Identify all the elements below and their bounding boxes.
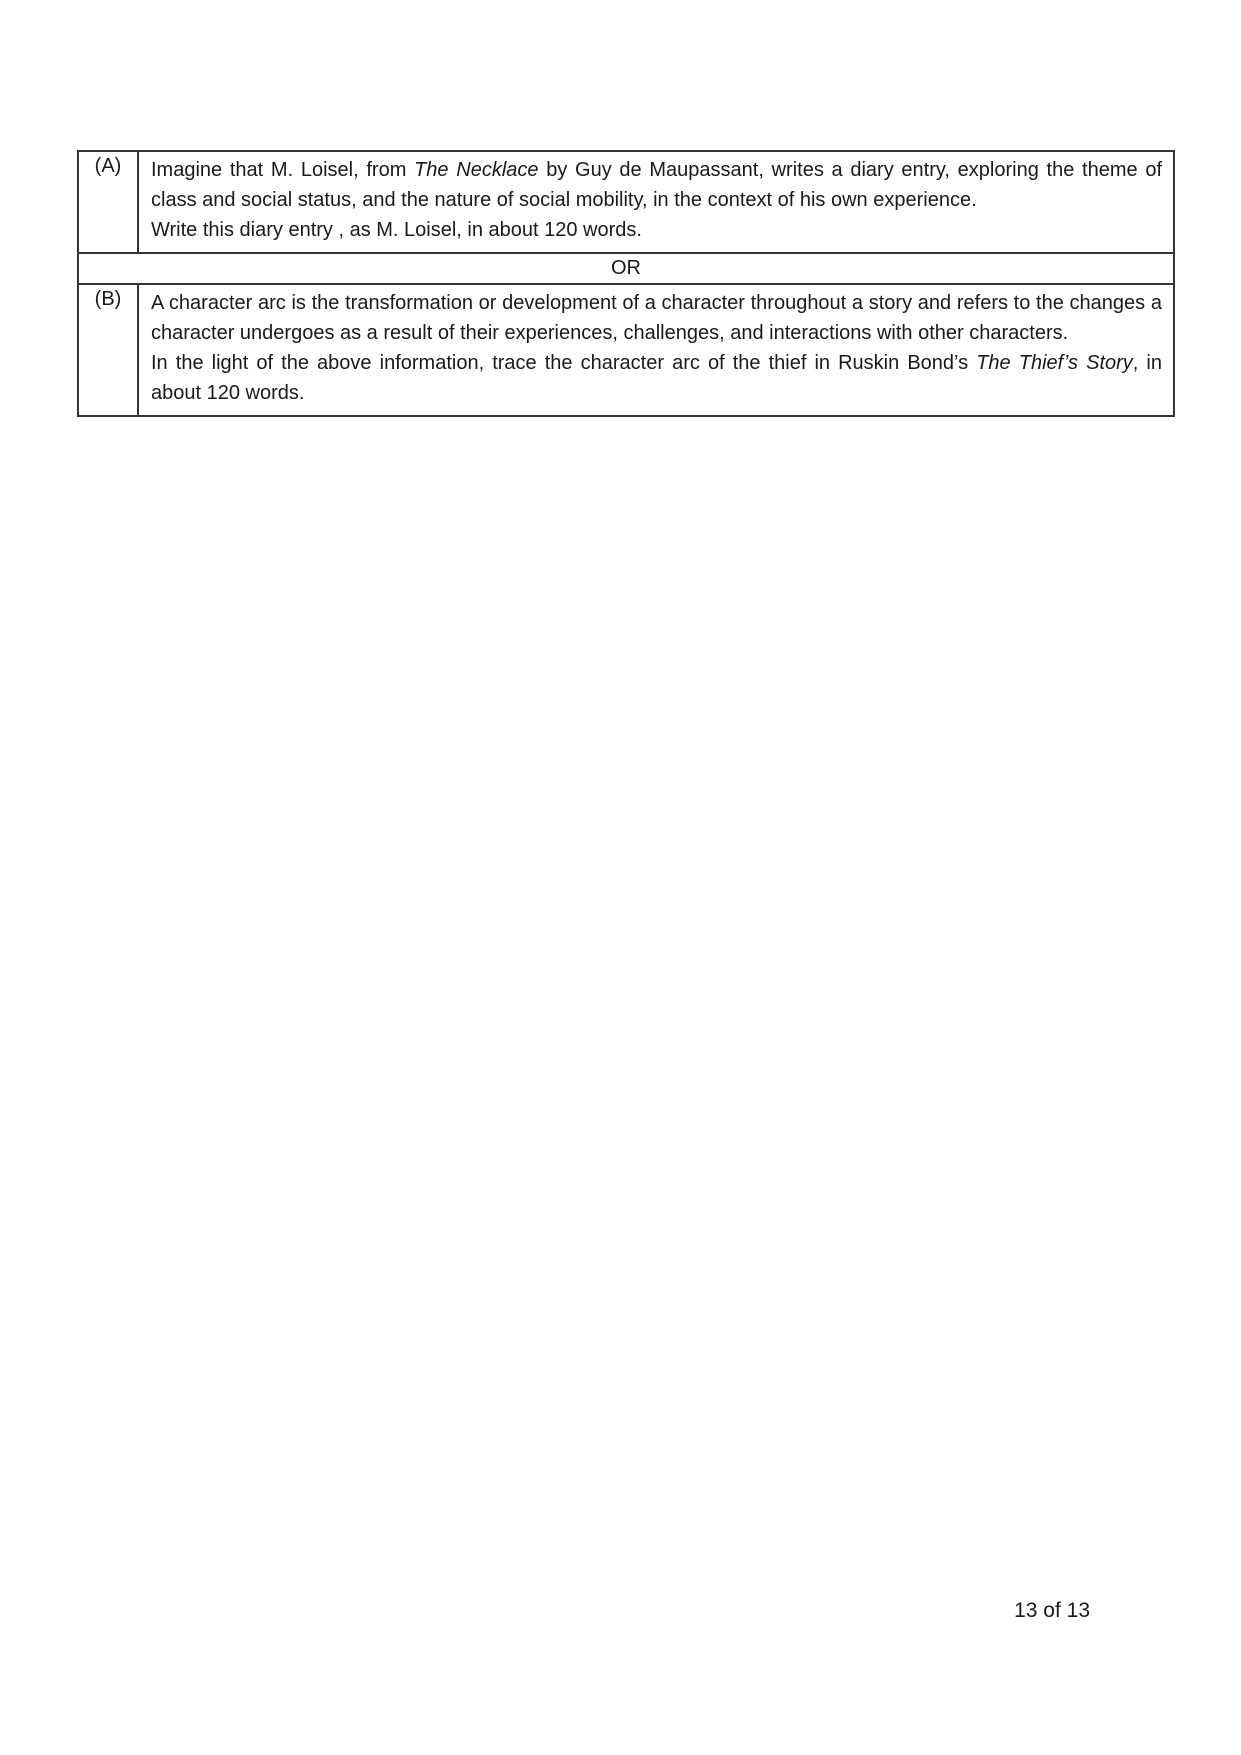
option-b-label-cell: [78, 284, 138, 416]
or-separator-label: OR: [78, 253, 1174, 284]
option-a-content-cell: [138, 151, 1174, 253]
option-b-row: [78, 284, 1174, 416]
option-a-row: [78, 151, 1174, 253]
option-b-label: (B): [94, 288, 122, 310]
question-table: [77, 150, 1175, 417]
option-b-question-text: A character arc is the transformation or development of a character throughout a story and refers to the changes a character undergoes as a result of their experiences, challenges, and interactions with other characters.: [151, 292, 1162, 344]
option-a-instruction-text: Write this diary entry , as M. Loisel, in about 120 words.: [151, 219, 642, 241]
or-row: [78, 253, 1174, 284]
option-a-label-cell: [78, 151, 138, 253]
page-number: 13 of 13: [1014, 1599, 1090, 1622]
option-a-question-text: Imagine that M. Loisel, from The Necklace by Guy de Maupassant, writes a diary entry, exploring the theme of class and social status, and the nature of social mobility, in the context of his own experience.: [151, 159, 1163, 211]
option-b-content-cell: [138, 284, 1174, 416]
option-b-instruction-text: In the light of the above information, trace the character arc of the thief in Ruskin Bond’s The Thief’s Story, in about 120 words.: [151, 352, 1162, 404]
option-a-label: (A): [94, 155, 122, 177]
